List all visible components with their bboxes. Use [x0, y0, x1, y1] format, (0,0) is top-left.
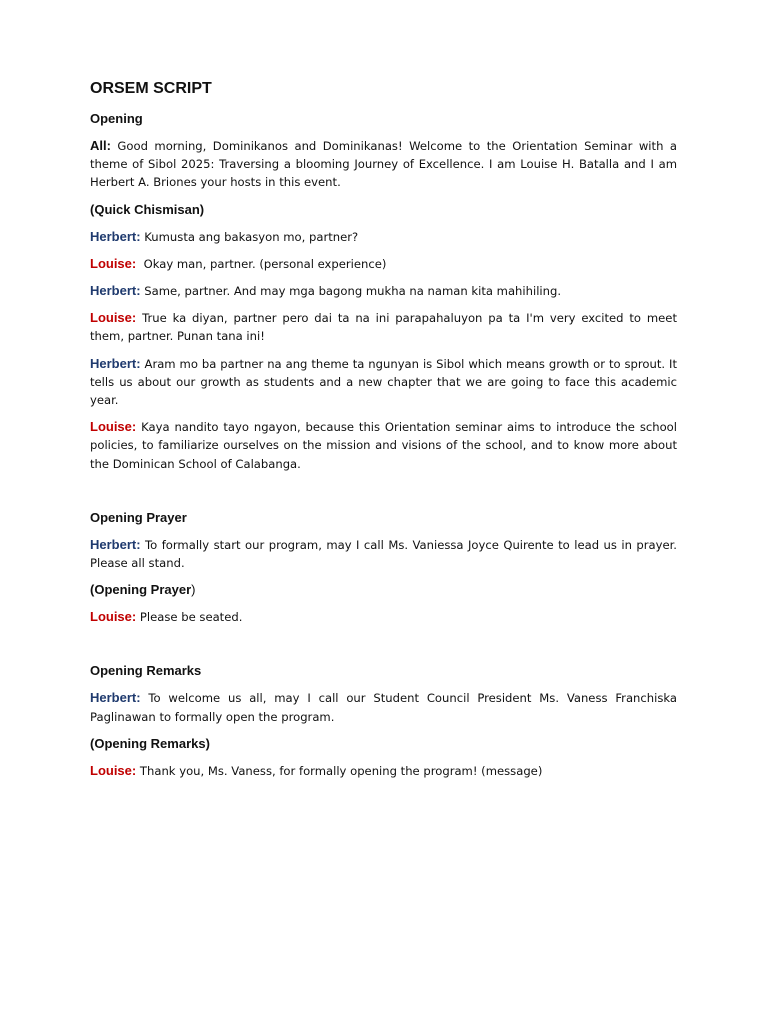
section-spacer	[90, 482, 677, 509]
cue-close: )	[191, 582, 196, 598]
dialogue-text: Kaya nandito tayo ngayon, because this Orientation seminar aims to introduce the school policies, to familiarize ourselves on the mission and visions of the school, and to know more about the Dominican School of Calabanga.	[90, 420, 677, 471]
cue-opening-prayer	[90, 581, 677, 599]
section-heading-opening: Opening	[90, 111, 143, 126]
cue-opening-remarks: (Opening Remarks)	[90, 735, 210, 751]
dialogue-line	[90, 255, 677, 273]
dialogue-text: Kumusta ang bakasyon mo, partner?	[140, 229, 359, 244]
section-spacer	[90, 635, 677, 662]
dialogue-text: Thank you, Ms. Vaness, for formally opening the program! (message)	[136, 763, 543, 778]
speaker-herbert: Herbert:	[90, 283, 141, 299]
dialogue-text: Good morning, Dominikanos and Dominikanas! Welcome to the Orientation Seminar with a theme of Sibol 2025: Traversing a blooming Journey of Excellence. I am Louise H. Batalla and I am Herbert A. Briones your hosts in this event.	[90, 139, 677, 190]
speaker-louise: Louise:	[90, 762, 137, 778]
speaker-herbert: Herbert:	[90, 536, 141, 552]
dialogue-text: Same, partner. And may mga bagong mukha na naman kita mahihiling.	[140, 284, 562, 299]
section-heading-opening-remarks: Opening Remarks	[90, 663, 202, 679]
dialogue-line	[90, 689, 677, 725]
document-title: ORSEM SCRIPT	[90, 80, 212, 97]
dialogue-text: To formally start our program, may I call Ms. Vaniessa Joyce Quirente to lead us in prayer. Please all stand.	[90, 537, 677, 571]
dialogue-line	[90, 418, 677, 473]
cue-text: (Opening Prayer	[90, 582, 192, 598]
section-heading-opening-prayer: Opening Prayer	[90, 509, 187, 525]
cue-quick-chismisan: (Quick Chismisan)	[90, 201, 205, 217]
dialogue-text: Aram mo ba partner na ang theme ta ngunyan is Sibol which means growth or to sprout. It tells us about our growth as students and a new chapter that we are going to face this academic year.	[90, 356, 677, 408]
dialogue-line	[90, 282, 677, 300]
dialogue-line	[90, 228, 677, 246]
dialogue-text: Please be seated.	[136, 610, 243, 625]
dialogue-line	[90, 309, 677, 345]
paragraph-all-welcome	[90, 137, 677, 192]
dialogue-line	[90, 355, 677, 410]
document-page	[90, 78, 677, 789]
speaker-herbert: Herbert:	[90, 228, 141, 244]
speaker-louise: Louise:	[90, 310, 137, 326]
dialogue-line	[90, 536, 677, 572]
speaker-louise: Louise:	[90, 419, 137, 435]
dialogue-line	[90, 762, 677, 780]
speaker-louise: Louise:	[90, 609, 137, 625]
speaker-louise: Louise:	[90, 255, 137, 271]
speaker-all: All:	[90, 138, 111, 153]
speaker-herbert: Herbert:	[90, 690, 141, 706]
dialogue-text: To welcome us all, may I call our Student Council President Ms. Vaness Franchiska Paglinawan to formally open the program.	[90, 691, 677, 724]
dialogue-text: True ka diyan, partner pero dai ta na ini parapahaluyon pa ta I'm very excited to meet them, partner. Punan tana ini!	[90, 311, 677, 344]
dialogue-text: Okay man, partner. (personal experience)	[136, 256, 387, 271]
speaker-herbert: Herbert:	[90, 355, 141, 371]
dialogue-line	[90, 608, 677, 626]
